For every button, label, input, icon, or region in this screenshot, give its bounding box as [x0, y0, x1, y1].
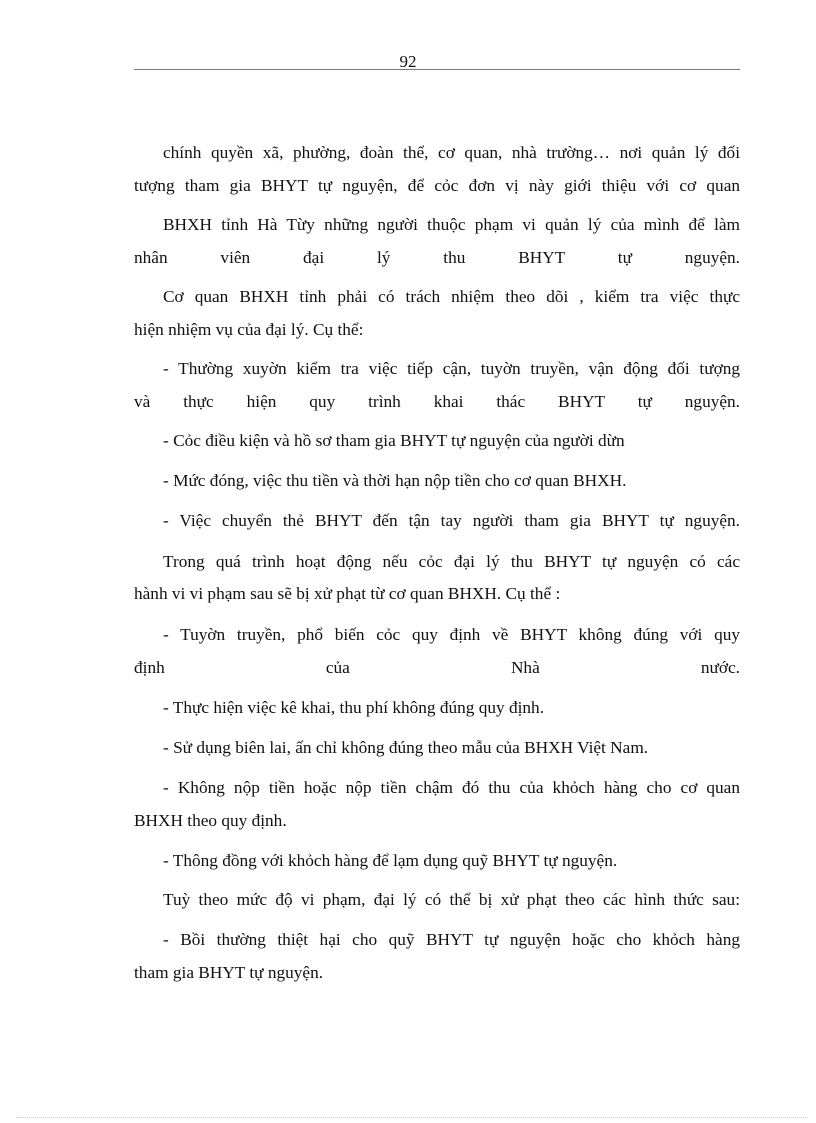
- text-line: - Sử dụng biên lai, ấn chỉ không đúng theo mẫu của BHXH Việt Nam.: [163, 738, 649, 757]
- text-line: Trong quá trình hoạt động nếu cỏc đại lý thu BHYT tự nguyện có các: [163, 552, 740, 571]
- text-line: định của Nhà nước.: [134, 658, 740, 677]
- header-rule: [134, 69, 740, 70]
- text-line: - Cỏc điều kiện và hồ sơ tham gia BHYT tự nguyện của người dừn: [163, 431, 625, 450]
- text-line: - Không nộp tiền hoặc nộp tiền chậm đó thu của khỏch hàng cho cơ quan: [163, 778, 740, 797]
- text-line: - Thực hiện việc kê khai, thu phí không đúng quy định.: [163, 698, 545, 717]
- text-line: - Thường xuyờn kiểm tra việc tiếp cận, tuyờn truyền, vận động đối tượng: [163, 359, 740, 378]
- text-line: và thực hiện quy trình khai thác BHYT tự nguyện.: [134, 392, 740, 411]
- text-line: hành vi vi phạm sau sẽ bị xử phạt từ cơ quan BHXH. Cụ thể :: [134, 584, 561, 603]
- text-line: BHXH theo quy định.: [134, 811, 287, 830]
- text-line: tham gia BHYT tự nguyện.: [134, 963, 324, 982]
- text-line: - Bồi thường thiệt hại cho quỹ BHYT tự nguyện hoặc cho khỏch hàng: [163, 930, 740, 949]
- text-line: - Mức đóng, việc thu tiền và thời hạn nộp tiền cho cơ quan BHXH.: [163, 471, 627, 490]
- text-line: Cơ quan BHXH tỉnh phải có trách nhiệm theo dõi , kiểm tra việc thực: [163, 287, 740, 306]
- text-line: - Thông đồng với khỏch hàng để lạm dụng quỹ BHYT tự nguyện.: [163, 851, 618, 870]
- text-line: hiện nhiệm vụ của đại lý. Cụ thể:: [134, 320, 364, 339]
- text-line: - Việc chuyển thẻ BHYT đến tận tay người tham gia BHYT tự nguyện.: [163, 511, 740, 530]
- text-line: tượng tham gia BHYT tự nguyện, để cỏc đơn vị này giới thiệu với cơ quan: [134, 176, 740, 195]
- text-line: chính quyền xã, phường, đoàn thể, cơ quan, nhà trường… nơi quản lý đối: [163, 143, 740, 162]
- text-line: BHXH tỉnh Hà Từy những người thuộc phạm vi quản lý của mình để làm: [163, 215, 740, 234]
- text-line: Tuỳ theo mức độ vi phạm, đại lý có thể bị xử phạt theo các hình thức sau:: [163, 890, 740, 909]
- page-number: 92: [399, 52, 417, 71]
- text-line: nhân viên đại lý thu BHYT tự nguyện.: [134, 248, 740, 267]
- text-line: - Tuyờn truyền, phổ biến cỏc quy định về BHYT không đúng với quy: [163, 625, 740, 644]
- footer-rule: [16, 1117, 808, 1118]
